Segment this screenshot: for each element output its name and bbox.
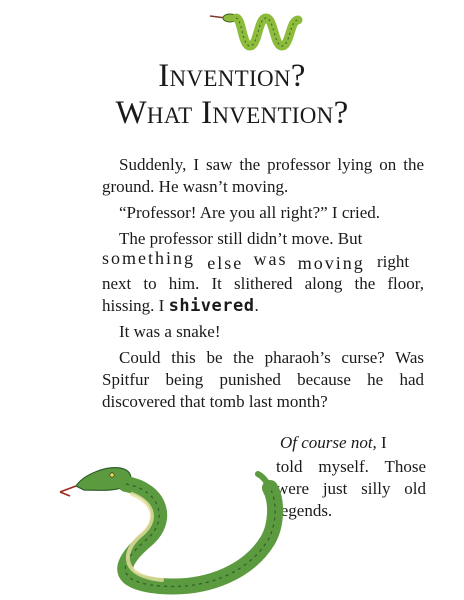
- page-title-line-2: What Invention?: [115, 95, 349, 131]
- small-snake-icon: [208, 6, 304, 56]
- story-body: [102, 154, 424, 417]
- paragraph-2: “Professor! Are you all right?” I cried.: [119, 203, 381, 222]
- wavy-something: [85, 248, 201, 271]
- paragraph-5: Could this be the pharaoh’s curse? Was Spitfur being punished because he had discovered that tomb last month?: [102, 348, 424, 411]
- paragraph-4: It was a snake!: [119, 322, 221, 341]
- paragraph-1: Suddenly, I saw the professor lying on the ground. He wasn’t moving.: [102, 155, 424, 196]
- wavy-was: was: [253, 249, 288, 269]
- paragraph-3-right: right: [377, 252, 410, 271]
- paragraph-3-period: .: [254, 296, 259, 315]
- paragraph-3-middle: next to him. It slithered along the floor, hissing. I: [102, 274, 424, 315]
- wavy-moving: moving: [297, 253, 365, 273]
- wavy-else: else: [207, 253, 244, 273]
- wavy-something-word: something: [102, 248, 195, 268]
- paragraph-6-rest: told myself. Those were just silly old legends.: [276, 457, 426, 520]
- paragraph-6: [280, 432, 426, 454]
- snake-illustration: [50, 430, 290, 595]
- paragraph-3-start: The professor still didn’t move. But: [119, 229, 363, 248]
- paragraph-6-italic: Of course not,: [280, 433, 377, 452]
- paragraph-3: [102, 228, 424, 317]
- page-title-line-1: Invention?: [158, 58, 306, 94]
- paragraph-6-continued: [276, 456, 426, 522]
- paragraph-6-word: I: [381, 433, 387, 452]
- shivered-word: shivered: [168, 296, 255, 316]
